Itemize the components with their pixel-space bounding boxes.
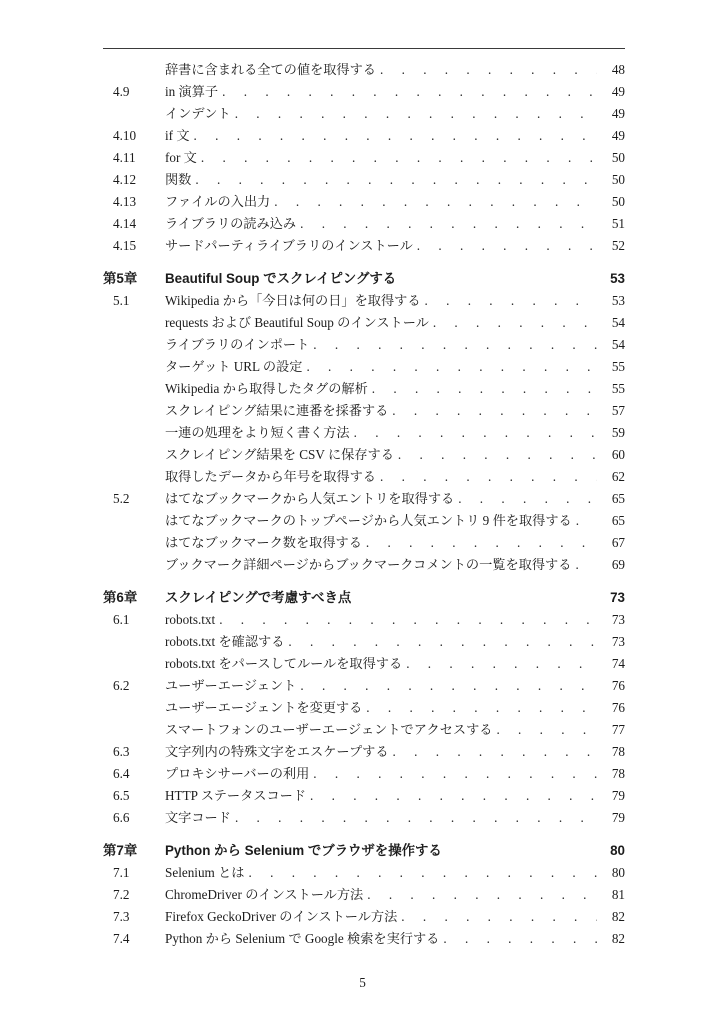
toc-entry-title: 辞書に含まれる全ての値を取得する (165, 62, 376, 77)
toc-row (103, 807, 625, 829)
toc-row (103, 81, 625, 103)
toc-entry-page: 49 (611, 128, 625, 143)
toc-entry-page: 54 (611, 337, 625, 352)
dot-leader (393, 741, 597, 763)
toc-row (103, 59, 625, 81)
toc-entry-page: 76 (611, 700, 625, 715)
toc-entry-number: 6.1 (113, 612, 130, 627)
toc-entry-title: 文字コード (165, 810, 231, 825)
toc-row (103, 147, 625, 169)
toc-entry-number: 4.9 (113, 84, 130, 99)
toc-row (103, 356, 625, 378)
page-number: 5 (359, 975, 366, 990)
toc-entry-number: 7.4 (113, 931, 130, 946)
dot-leader (380, 59, 597, 81)
toc-row (103, 422, 625, 444)
toc-entry-number: 4.13 (113, 194, 137, 209)
toc-entry-page: 60 (611, 447, 625, 462)
toc-entry-page: 80 (611, 865, 625, 880)
toc-row (103, 400, 625, 422)
toc-entry-page: 57 (611, 403, 625, 418)
toc-entry-title: requests および Beautiful Soup のインストール (165, 315, 429, 330)
dot-leader (313, 334, 597, 356)
dot-leader (201, 147, 597, 169)
toc-row (103, 532, 625, 554)
dot-leader (576, 510, 597, 532)
toc-entry-title: Python から Selenium で Google 検索を実行する (165, 931, 440, 946)
dot-leader (306, 356, 597, 378)
toc-entry-title: 関数 (165, 172, 192, 187)
toc-entry-number: 7.2 (113, 887, 130, 902)
toc-entry-number: 5.2 (113, 491, 130, 506)
toc-entry-title: はてなブックマーク数を取得する (165, 535, 362, 550)
toc-entry-title: Wikipedia から「今日は何の日」を取得する (165, 293, 421, 308)
dot-leader (392, 400, 597, 422)
toc-entry-page: 52 (611, 238, 625, 253)
dot-leader (310, 785, 597, 807)
toc-row (103, 169, 625, 191)
toc-entry-number: 6.2 (113, 678, 130, 693)
toc-entry-page: 65 (611, 491, 625, 506)
toc-row (103, 763, 625, 785)
toc-entry-number: 6.3 (113, 744, 130, 759)
toc-entry-number: 7.1 (113, 865, 130, 880)
toc-entry-page: 54 (611, 315, 625, 330)
toc-entry-number: 5.1 (113, 293, 130, 308)
dot-leader (367, 884, 597, 906)
toc-entry-title: スクレイピング結果に連番を採番する (165, 403, 389, 418)
dot-leader (575, 554, 597, 576)
dot-leader (398, 444, 597, 466)
toc-entry-page: 50 (611, 194, 625, 209)
header-rule (103, 48, 625, 49)
toc-row (103, 587, 625, 609)
toc-entry-title: HTTP ステータスコード (165, 788, 307, 803)
toc-entry-title: ブックマーク詳細ページからブックマークコメントの一覧を取得する (165, 557, 572, 572)
toc-row (103, 609, 625, 631)
toc-entry-title: ライブラリのインポート (165, 337, 310, 352)
dot-leader (235, 807, 597, 829)
dot-leader (219, 609, 597, 631)
toc-entry-title: Firefox GeckoDriver のインストール方法 (165, 909, 398, 924)
dot-leader (433, 312, 597, 334)
dot-leader (288, 631, 597, 653)
toc-entry-number: 4.11 (113, 150, 136, 165)
dot-leader (354, 422, 597, 444)
toc-row (103, 653, 625, 675)
toc-entry-title: Python から Selenium でブラウザを操作する (165, 843, 442, 858)
toc-row (103, 312, 625, 334)
toc-row (103, 675, 625, 697)
dot-leader (425, 290, 597, 312)
toc-entry-page: 79 (611, 788, 625, 803)
toc-entry-number: 7.3 (113, 909, 130, 924)
toc-entry-page: 49 (611, 84, 625, 99)
toc-entry-title: スマートフォンのユーザーエージェントでアクセスする (165, 722, 493, 737)
toc-list (103, 59, 625, 950)
toc-entry-page: 73 (611, 634, 625, 649)
toc-entry-page: 50 (611, 172, 625, 187)
toc-entry-title: 文字列内の特殊文字をエスケープする (165, 744, 389, 759)
toc-entry-number: 6.6 (113, 810, 130, 825)
toc-entry-title: ユーザーエージェントを変更する (165, 700, 363, 715)
toc-entry-page: 79 (611, 810, 625, 825)
toc-row (103, 268, 625, 290)
toc-entry-number: 4.10 (113, 128, 137, 143)
dot-leader (372, 378, 597, 400)
toc-entry-number: 第6章 (103, 590, 138, 605)
toc-entry-page: 80 (610, 843, 625, 858)
dot-leader (380, 466, 597, 488)
toc-entry-page: 55 (611, 381, 625, 396)
toc-entry-page: 55 (611, 359, 625, 374)
toc-entry-title: スクレイピング結果を CSV に保存する (165, 447, 394, 462)
dot-leader (366, 532, 597, 554)
dot-leader (300, 675, 597, 697)
toc-entry-title: Beautiful Soup でスクレイピングする (165, 271, 397, 286)
toc-entry-page: 59 (611, 425, 625, 440)
toc-entry-number: 4.12 (113, 172, 137, 187)
toc-entry-title: はてなブックマークから人気エントリを取得する (165, 491, 455, 506)
dot-leader (249, 862, 598, 884)
toc-row (103, 554, 625, 576)
toc-entry-title: 一連の処理をより短く書く方法 (165, 425, 350, 440)
toc-entry-page: 77 (611, 722, 625, 737)
dot-leader (235, 103, 597, 125)
toc-entry-title: サードパーティライブラリのインストール (165, 238, 413, 253)
toc-entry-number: 4.14 (113, 216, 137, 231)
dot-leader (274, 191, 597, 213)
toc-entry-title: robots.txt (165, 612, 216, 627)
toc-entry-page: 78 (611, 766, 625, 781)
toc-entry-title: robots.txt を確認する (165, 634, 285, 649)
toc-entry-page: 78 (611, 744, 625, 759)
toc-entry-title: if 文 (165, 128, 190, 143)
toc-entry-title: ライブラリの読み込み (165, 216, 297, 231)
dot-leader (401, 906, 597, 928)
dot-leader (300, 213, 597, 235)
toc-entry-title: インデント (165, 106, 231, 121)
toc-entry-page: 50 (611, 150, 625, 165)
toc-entry-title: in 演算子 (165, 84, 219, 99)
toc-row (103, 378, 625, 400)
toc-entry-page: 65 (611, 513, 625, 528)
toc-entry-number: 4.15 (113, 238, 137, 253)
toc-row (103, 213, 625, 235)
dot-leader (194, 125, 597, 147)
dot-leader (222, 81, 597, 103)
toc-row (103, 488, 625, 510)
toc-entry-page: 81 (611, 887, 625, 902)
toc-row (103, 191, 625, 213)
dot-leader (458, 488, 597, 510)
toc-row (103, 785, 625, 807)
toc-entry-number: 第7章 (103, 843, 138, 858)
dot-leader (496, 719, 597, 741)
toc-row (103, 928, 625, 950)
toc-row (103, 741, 625, 763)
toc-entry-title: robots.txt をパースしてルールを取得する (165, 656, 403, 671)
toc-row (103, 444, 625, 466)
toc-entry-page: 51 (611, 216, 625, 231)
toc-entry-page: 48 (611, 62, 625, 77)
toc-entry-title: 取得したデータから年号を取得する (165, 469, 376, 484)
toc-entry-title: スクレイピングで考慮すべき点 (165, 590, 352, 605)
dot-leader (195, 169, 597, 191)
toc-entry-page: 53 (610, 271, 625, 286)
toc-entry-page: 76 (611, 678, 625, 693)
toc-row (103, 103, 625, 125)
toc-entry-title: プロキシサーバーの利用 (165, 766, 310, 781)
toc-entry-page: 49 (611, 106, 625, 121)
toc-row (103, 884, 625, 906)
toc-entry-page: 53 (611, 293, 625, 308)
dot-leader (443, 928, 597, 950)
dot-leader (366, 697, 597, 719)
dot-leader (417, 235, 597, 257)
toc-row (103, 125, 625, 147)
toc-entry-title: Wikipedia から取得したタグの解析 (165, 381, 368, 396)
toc-entry-page: 74 (611, 656, 625, 671)
toc-row (103, 840, 625, 862)
toc-row (103, 906, 625, 928)
toc-entry-page: 67 (611, 535, 625, 550)
toc-row (103, 510, 625, 532)
toc-entry-number: 6.4 (113, 766, 130, 781)
toc-row (103, 334, 625, 356)
toc-row (103, 719, 625, 741)
toc-entry-title: はてなブックマークのトップページから人気エントリ 9 件を取得する (165, 513, 572, 528)
toc-row (103, 862, 625, 884)
toc-row (103, 235, 625, 257)
toc-entry-title: ユーザーエージェント (165, 678, 297, 693)
toc-entry-page: 73 (611, 612, 625, 627)
toc-entry-page: 69 (611, 557, 625, 572)
dot-leader (406, 653, 597, 675)
toc-entry-number: 6.5 (113, 788, 130, 803)
toc-entry-page: 73 (610, 590, 625, 605)
dot-leader (313, 763, 597, 785)
toc-entry-page: 82 (611, 931, 625, 946)
toc-entry-title: Selenium とは (165, 865, 245, 880)
toc-entry-number: 第5章 (103, 271, 138, 286)
toc-entry-title: for 文 (165, 150, 197, 165)
toc-entry-page: 82 (611, 909, 625, 924)
toc-row (103, 290, 625, 312)
toc-row (103, 466, 625, 488)
toc-entry-title: ファイルの入出力 (165, 194, 271, 209)
toc-entry-page: 62 (611, 469, 625, 484)
toc-row (103, 631, 625, 653)
toc-row (103, 697, 625, 719)
toc-entry-title: ChromeDriver のインストール方法 (165, 887, 364, 902)
toc-entry-title: ターゲット URL の設定 (165, 359, 303, 374)
